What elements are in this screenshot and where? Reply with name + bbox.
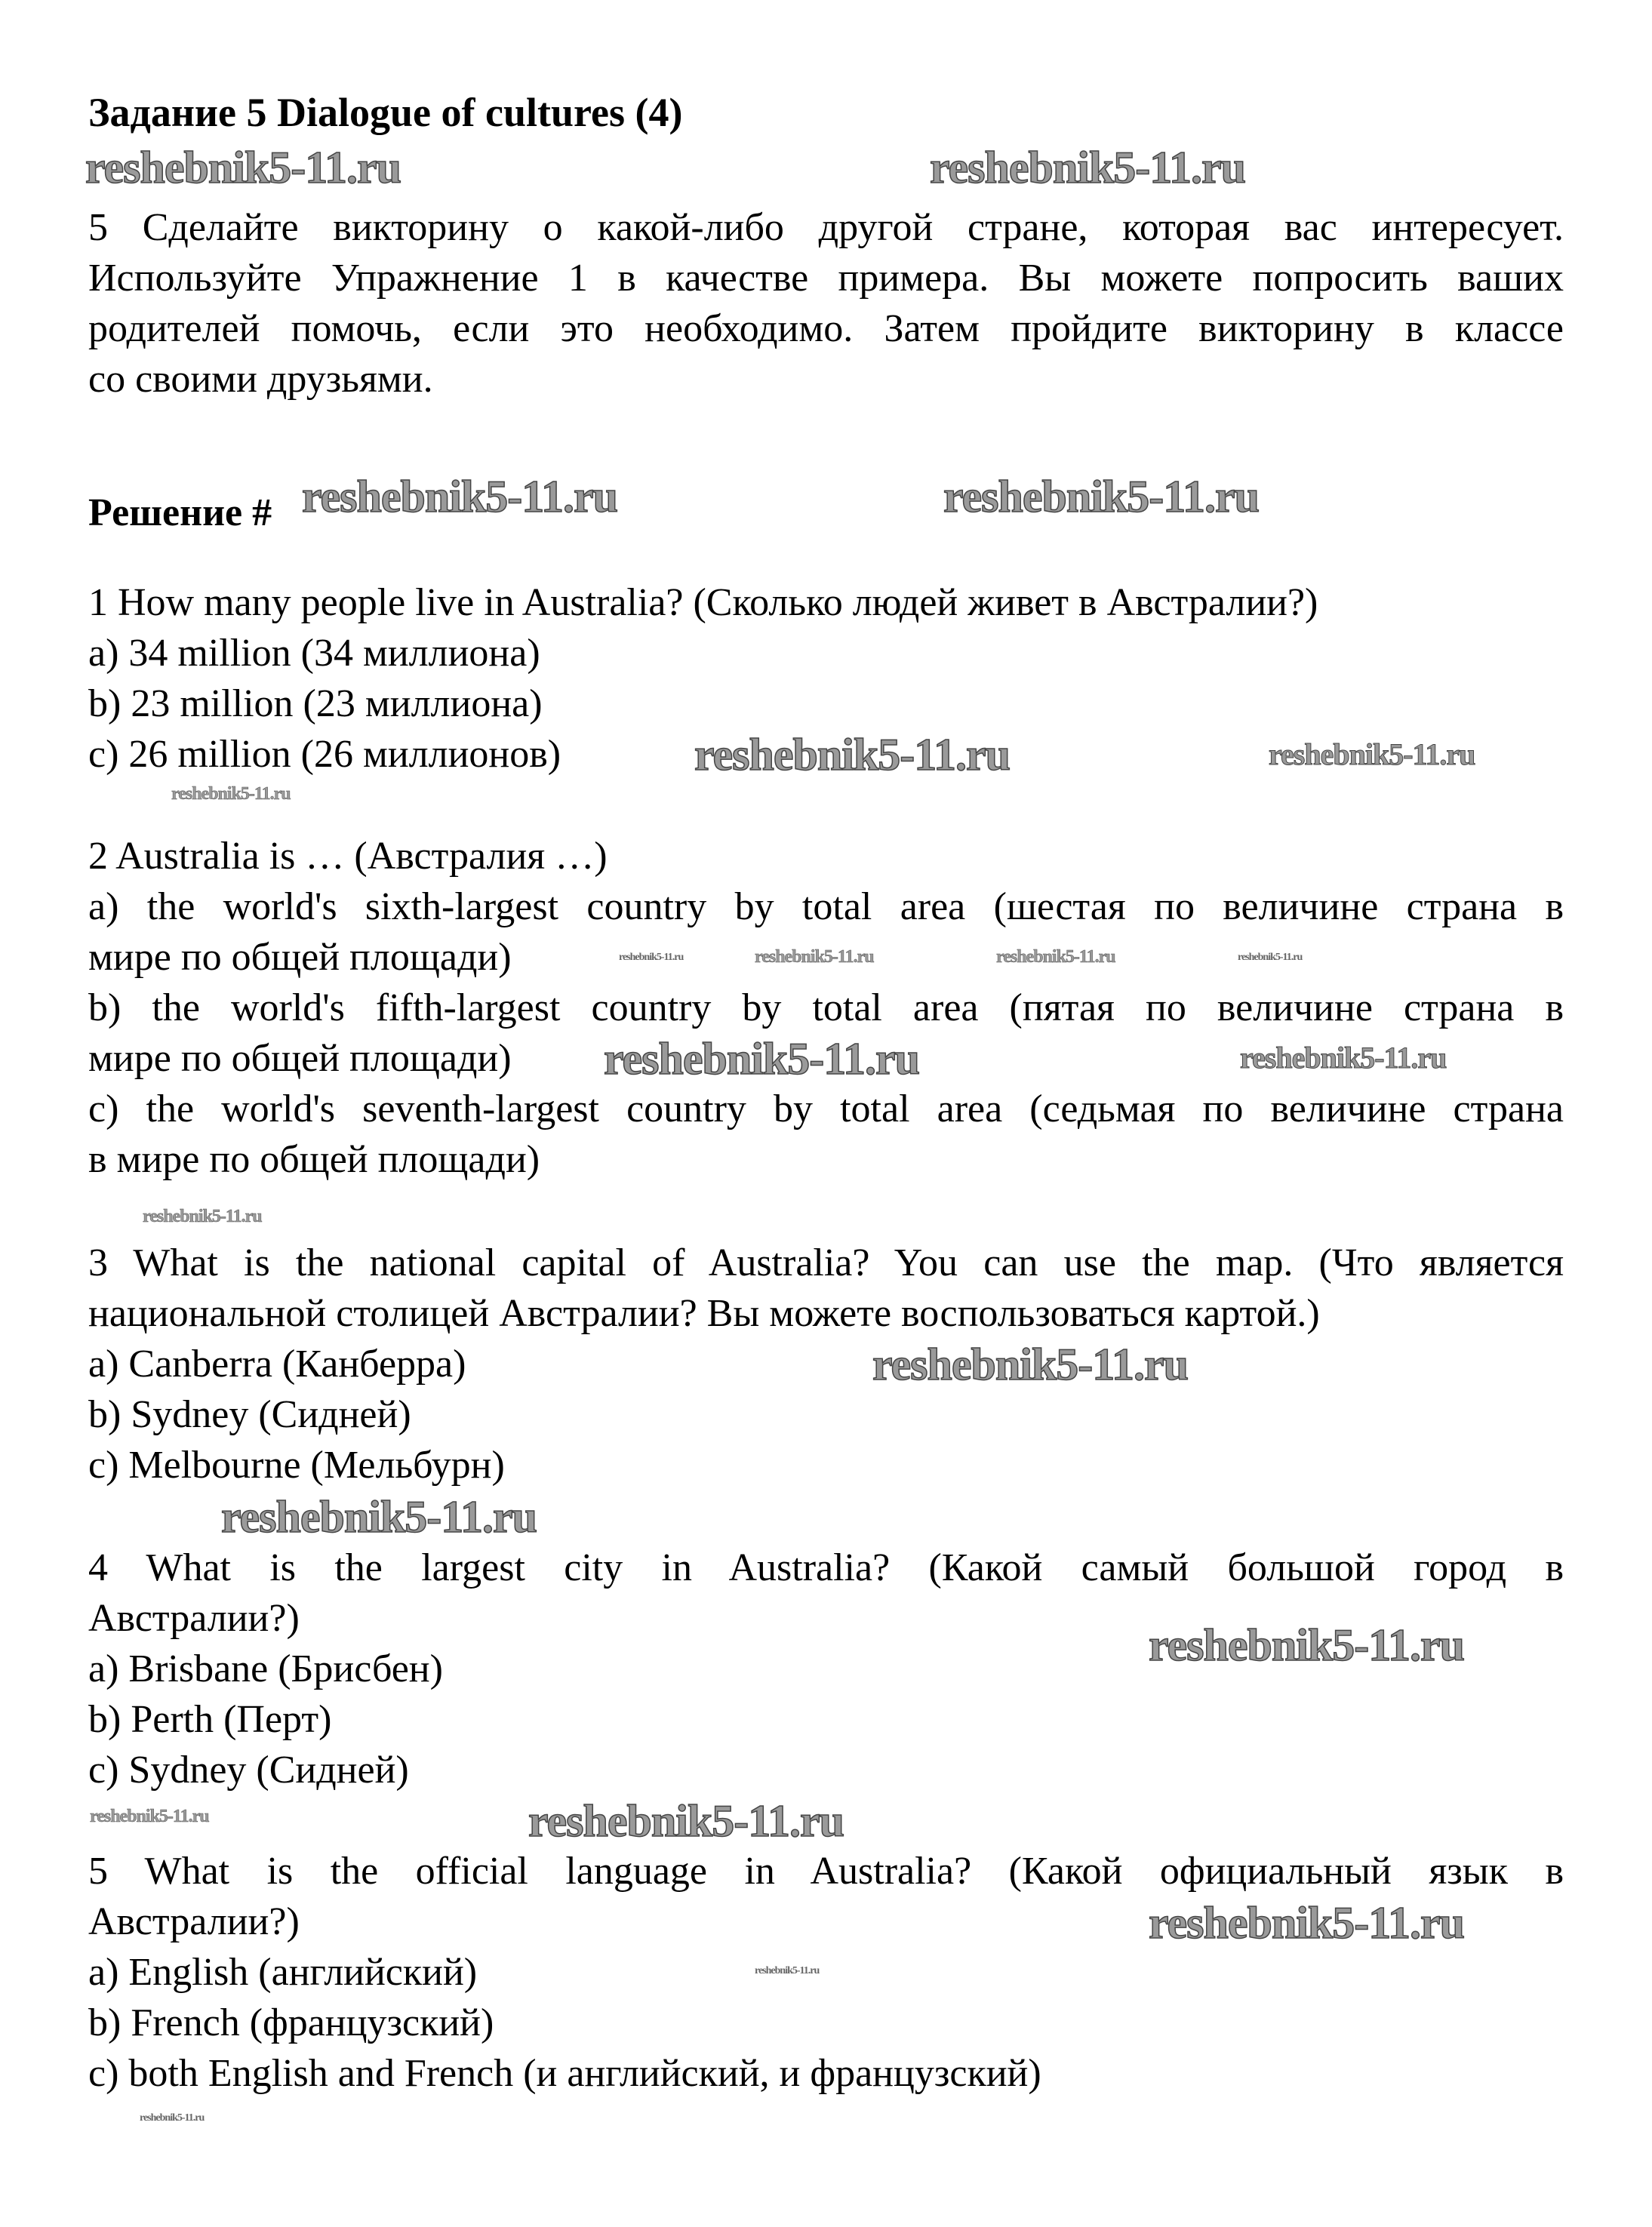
watermark: reshebnik5-11.ru xyxy=(755,1965,820,1976)
question-text: 4 What is the largest city in Australia? (Какой самый большой город в xyxy=(88,1546,1564,1589)
watermark: reshebnik5-11.ru xyxy=(1149,1898,1464,1948)
watermark: reshebnik5-11.ru xyxy=(1238,952,1303,963)
watermark: reshebnik5-11.ru xyxy=(221,1492,537,1542)
answer-option: c) Melbourne (Мельбурн) xyxy=(88,1444,505,1487)
watermark: reshebnik5-11.ru xyxy=(996,947,1115,967)
answer-option-cont: мире по общей площади) xyxy=(88,936,512,979)
watermark: reshebnik5-11.ru xyxy=(1149,1620,1464,1670)
answer-option: a) English (английский) xyxy=(88,1951,478,1994)
watermark: reshebnik5-11.ru xyxy=(1269,737,1475,771)
question-text-cont: Австралии?) xyxy=(88,1597,300,1640)
watermark: reshebnik5-11.ru xyxy=(930,143,1245,192)
answer-option: b) 23 million (23 миллиона) xyxy=(88,682,543,725)
watermark: reshebnik5-11.ru xyxy=(604,1034,919,1084)
task-paragraph xyxy=(88,202,1564,404)
text-line: родителей помочь, если это необходимо. Затем пройдите викторину в классе xyxy=(88,307,1564,350)
watermark: reshebnik5-11.ru xyxy=(302,472,617,521)
watermark: reshebnik5-11.ru xyxy=(619,952,684,963)
text-line: со своими друзьями. xyxy=(88,358,433,401)
text-line: 5 Сделайте викторину о какой-либо другой стране, которая вас интересует. xyxy=(88,206,1564,249)
watermark: reshebnik5-11.ru xyxy=(85,143,401,192)
answer-option: c) both English and French (и английский, и французский) xyxy=(88,2052,1041,2095)
page-title: Задание 5 Dialogue of cultures (4) xyxy=(88,90,683,135)
watermark: reshebnik5-11.ru xyxy=(755,947,874,967)
answer-option: a) the world's sixth-largest country by total area (шестая по величине страна в xyxy=(88,885,1564,928)
answer-option-cont: в мире по общей площади) xyxy=(88,1138,540,1181)
question-text: 3 What is the national capital of Australia? You can use the map. (Что является xyxy=(88,1241,1564,1284)
text-line: Используйте Упражнение 1 в качестве примера. Вы можете попросить ваших xyxy=(88,257,1564,300)
watermark: reshebnik5-11.ru xyxy=(143,1207,262,1226)
answer-option: b) Sydney (Сидней) xyxy=(88,1393,411,1436)
answer-option: c) 26 million (26 миллионов) xyxy=(88,733,561,776)
watermark: reshebnik5-11.ru xyxy=(1240,1041,1447,1075)
watermark: reshebnik5-11.ru xyxy=(90,1807,209,1826)
answer-option: a) Canberra (Канберра) xyxy=(88,1343,466,1386)
answer-option: c) Sydney (Сидней) xyxy=(88,1749,409,1792)
question-text: 5 What is the official language in Australia? (Какой официальный язык в xyxy=(88,1850,1564,1893)
answer-option: a) 34 million (34 миллиона) xyxy=(88,632,540,675)
question-text-cont: национальной столицей Австралии? Вы можете воспользоваться картой.) xyxy=(88,1292,1320,1335)
question-text-cont: Австралии?) xyxy=(88,1900,300,1943)
watermark: reshebnik5-11.ru xyxy=(943,472,1259,521)
watermark: reshebnik5-11.ru xyxy=(872,1340,1188,1389)
question-5 xyxy=(88,1846,1564,2099)
answer-option-cont: мире по общей площади) xyxy=(88,1037,512,1080)
solution-heading: Решение # xyxy=(88,491,272,534)
watermark: reshebnik5-11.ru xyxy=(694,730,1010,780)
question-3 xyxy=(88,1238,1564,1490)
question-text: 1 How many people live in Australia? (Сколько людей живет в Австралии?) xyxy=(88,581,1318,624)
watermark: reshebnik5-11.ru xyxy=(140,2112,205,2124)
answer-option: b) French (французский) xyxy=(88,2001,494,2044)
watermark: reshebnik5-11.ru xyxy=(528,1796,844,1846)
answer-option: c) the world's seventh-largest country by total area (седьмая по величине страна xyxy=(88,1087,1564,1130)
watermark: reshebnik5-11.ru xyxy=(171,784,291,804)
answer-option: b) the world's fifth-largest country by total area (пятая по величине страна в xyxy=(88,986,1564,1029)
question-text: 2 Australia is … (Австралия …) xyxy=(88,835,608,878)
question-2 xyxy=(88,831,1564,1185)
answer-option: a) Brisbane (Брисбен) xyxy=(88,1647,443,1690)
answer-option: b) Perth (Перт) xyxy=(88,1698,332,1741)
